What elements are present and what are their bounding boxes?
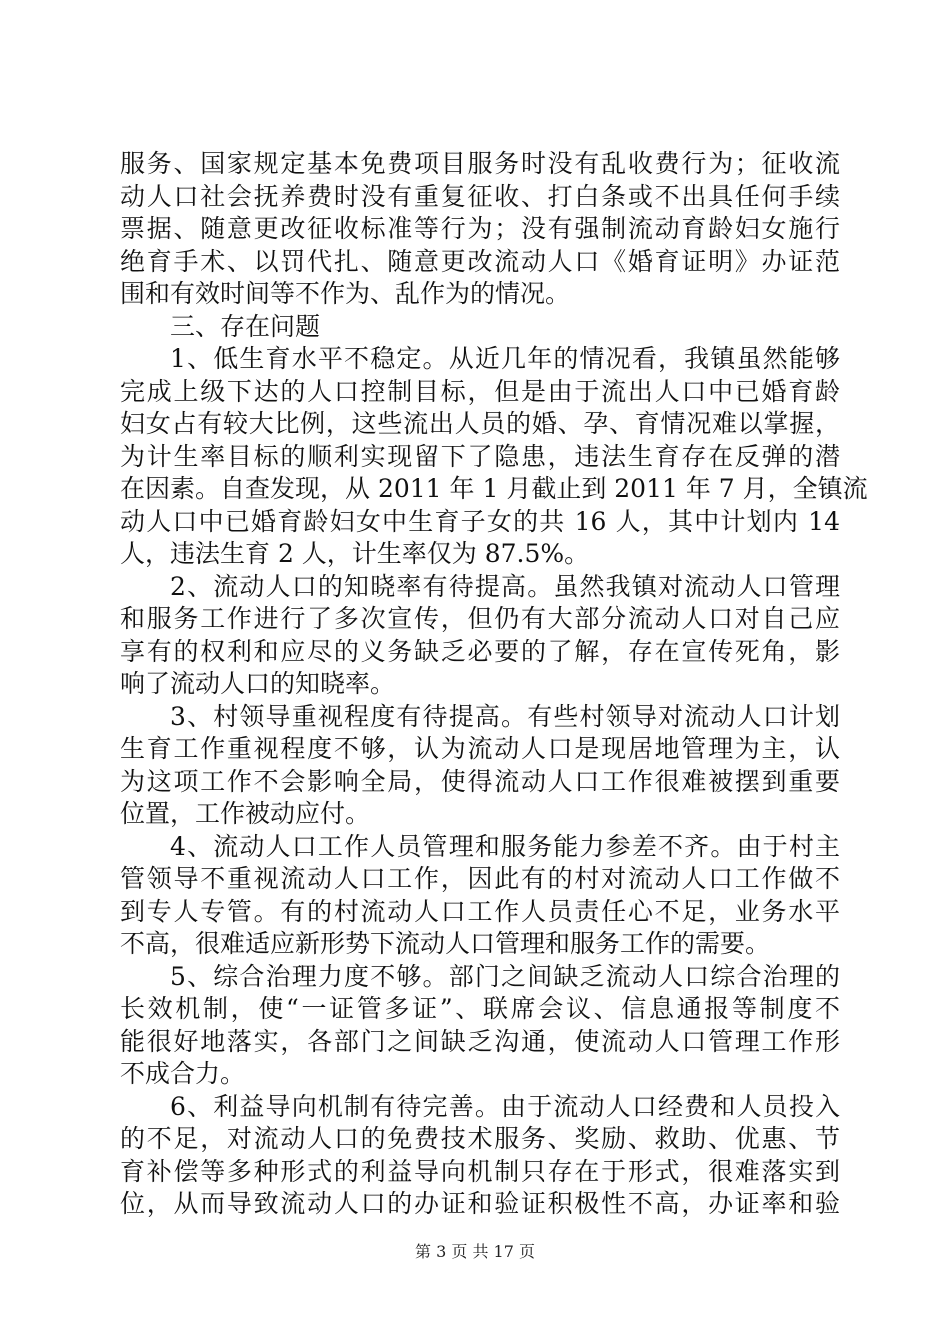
text-line: 2、流动人口的知晓率有待提高。虽然我镇对流动人口管理 bbox=[170, 571, 840, 601]
text-line: 不成合力。 bbox=[120, 1059, 246, 1088]
paragraph bbox=[120, 961, 840, 1091]
text-line: 绝育手术、以罚代扎、随意更改流动人口《婚育证明》办证范 bbox=[120, 246, 840, 276]
text-line: 育补偿等多种形式的利益导向机制只存在于形式，很难落实到 bbox=[120, 1156, 840, 1186]
text-line: 4、流动人口工作人员管理和服务能力参差不齐。由于村主 bbox=[170, 831, 840, 861]
text-line: 三、存在问题 bbox=[170, 311, 321, 341]
text-line: 票据、随意更改征收标准等行为；没有强制流动育龄妇女施行 bbox=[120, 214, 840, 243]
paragraph bbox=[120, 343, 868, 571]
paragraph bbox=[120, 148, 840, 311]
text-line: 为这项工作不会影响全局，使得流动人口工作很难被摆到重要 bbox=[120, 766, 840, 796]
text-line: 不高，很难适应新形势下流动人口管理和服务工作的需要。 bbox=[120, 929, 771, 958]
text-line: 服务、国家规定基本免费项目服务时没有乱收费行为；征收流 bbox=[120, 149, 840, 178]
paragraph bbox=[120, 1091, 840, 1221]
page-footer: 第 3 页 共 17 页 bbox=[415, 1242, 535, 1261]
text-line: 动人口社会抚养费时没有重复征收、打白条或不出具任何手续 bbox=[120, 181, 840, 211]
text-line: 人，违法生育 2 人，计生率仅为 87.5%。 bbox=[120, 539, 590, 568]
text-line: 管领导不重视流动人口工作，因此有的村对流动人口工作做不 bbox=[120, 864, 840, 893]
text-line: 响了流动人口的知晓率。 bbox=[120, 669, 396, 698]
text-line: 能很好地落实，各部门之间缺乏沟通，使流动人口管理工作形 bbox=[120, 1026, 840, 1056]
text-line: 完成上级下达的人口控制目标，但是由于流出人口中已婚育龄 bbox=[120, 376, 840, 406]
document-body bbox=[120, 148, 868, 1221]
paragraph bbox=[120, 571, 840, 701]
text-line: 5、综合治理力度不够。部门之间缺乏流动人口综合治理的 bbox=[170, 961, 840, 991]
paragraph bbox=[120, 311, 840, 344]
text-line: 位，从而导致流动人口的办证和验证积极性不高，办证率和验 bbox=[120, 1189, 840, 1218]
text-line: 在因素。自查发现，从 2011 年 1 月截止到 2011 年 7 月，全镇流 bbox=[120, 474, 868, 503]
text-line: 妇女占有较大比例，这些流出人员的婚、孕、育情况难以掌握， bbox=[120, 409, 840, 438]
text-line: 6、利益导向机制有待完善。由于流动人口经费和人员投入 bbox=[170, 1091, 840, 1121]
text-line: 享有的权利和应尽的义务缺乏必要的了解，存在宣传死角，影 bbox=[120, 636, 840, 666]
text-line: 到专人专管。有的村流动人口工作人员责任心不足，业务水平 bbox=[120, 896, 840, 926]
paragraph bbox=[120, 701, 840, 831]
text-line: 1、低生育水平不稳定。从近几年的情况看，我镇虽然能够 bbox=[170, 344, 840, 373]
text-line: 为计生率目标的顺利实现留下了隐患，违法生育存在反弹的潜 bbox=[120, 441, 840, 471]
text-line: 和服务工作进行了多次宣传，但仍有大部分流动人口对自己应 bbox=[120, 604, 840, 633]
text-line: 的不足，对流动人口的免费技术服务、奖励、救助、优惠、节 bbox=[120, 1124, 840, 1153]
text-line: 生育工作重视程度不够，认为流动人口是现居地管理为主，认 bbox=[120, 734, 840, 763]
text-line: 动人口中已婚育龄妇女中生育子女的共 16 人，其中计划内 14 bbox=[120, 506, 840, 536]
text-line: 位置，工作被动应付。 bbox=[120, 799, 371, 828]
text-line: 长效机制，使“一证管多证”、联席会议、信息通报等制度不 bbox=[120, 994, 840, 1023]
text-line: 3、村领导重视程度有待提高。有些村领导对流动人口计划 bbox=[170, 701, 840, 731]
paragraph bbox=[120, 831, 840, 961]
text-line: 围和有效时间等不作为、乱作为的情况。 bbox=[120, 279, 571, 308]
